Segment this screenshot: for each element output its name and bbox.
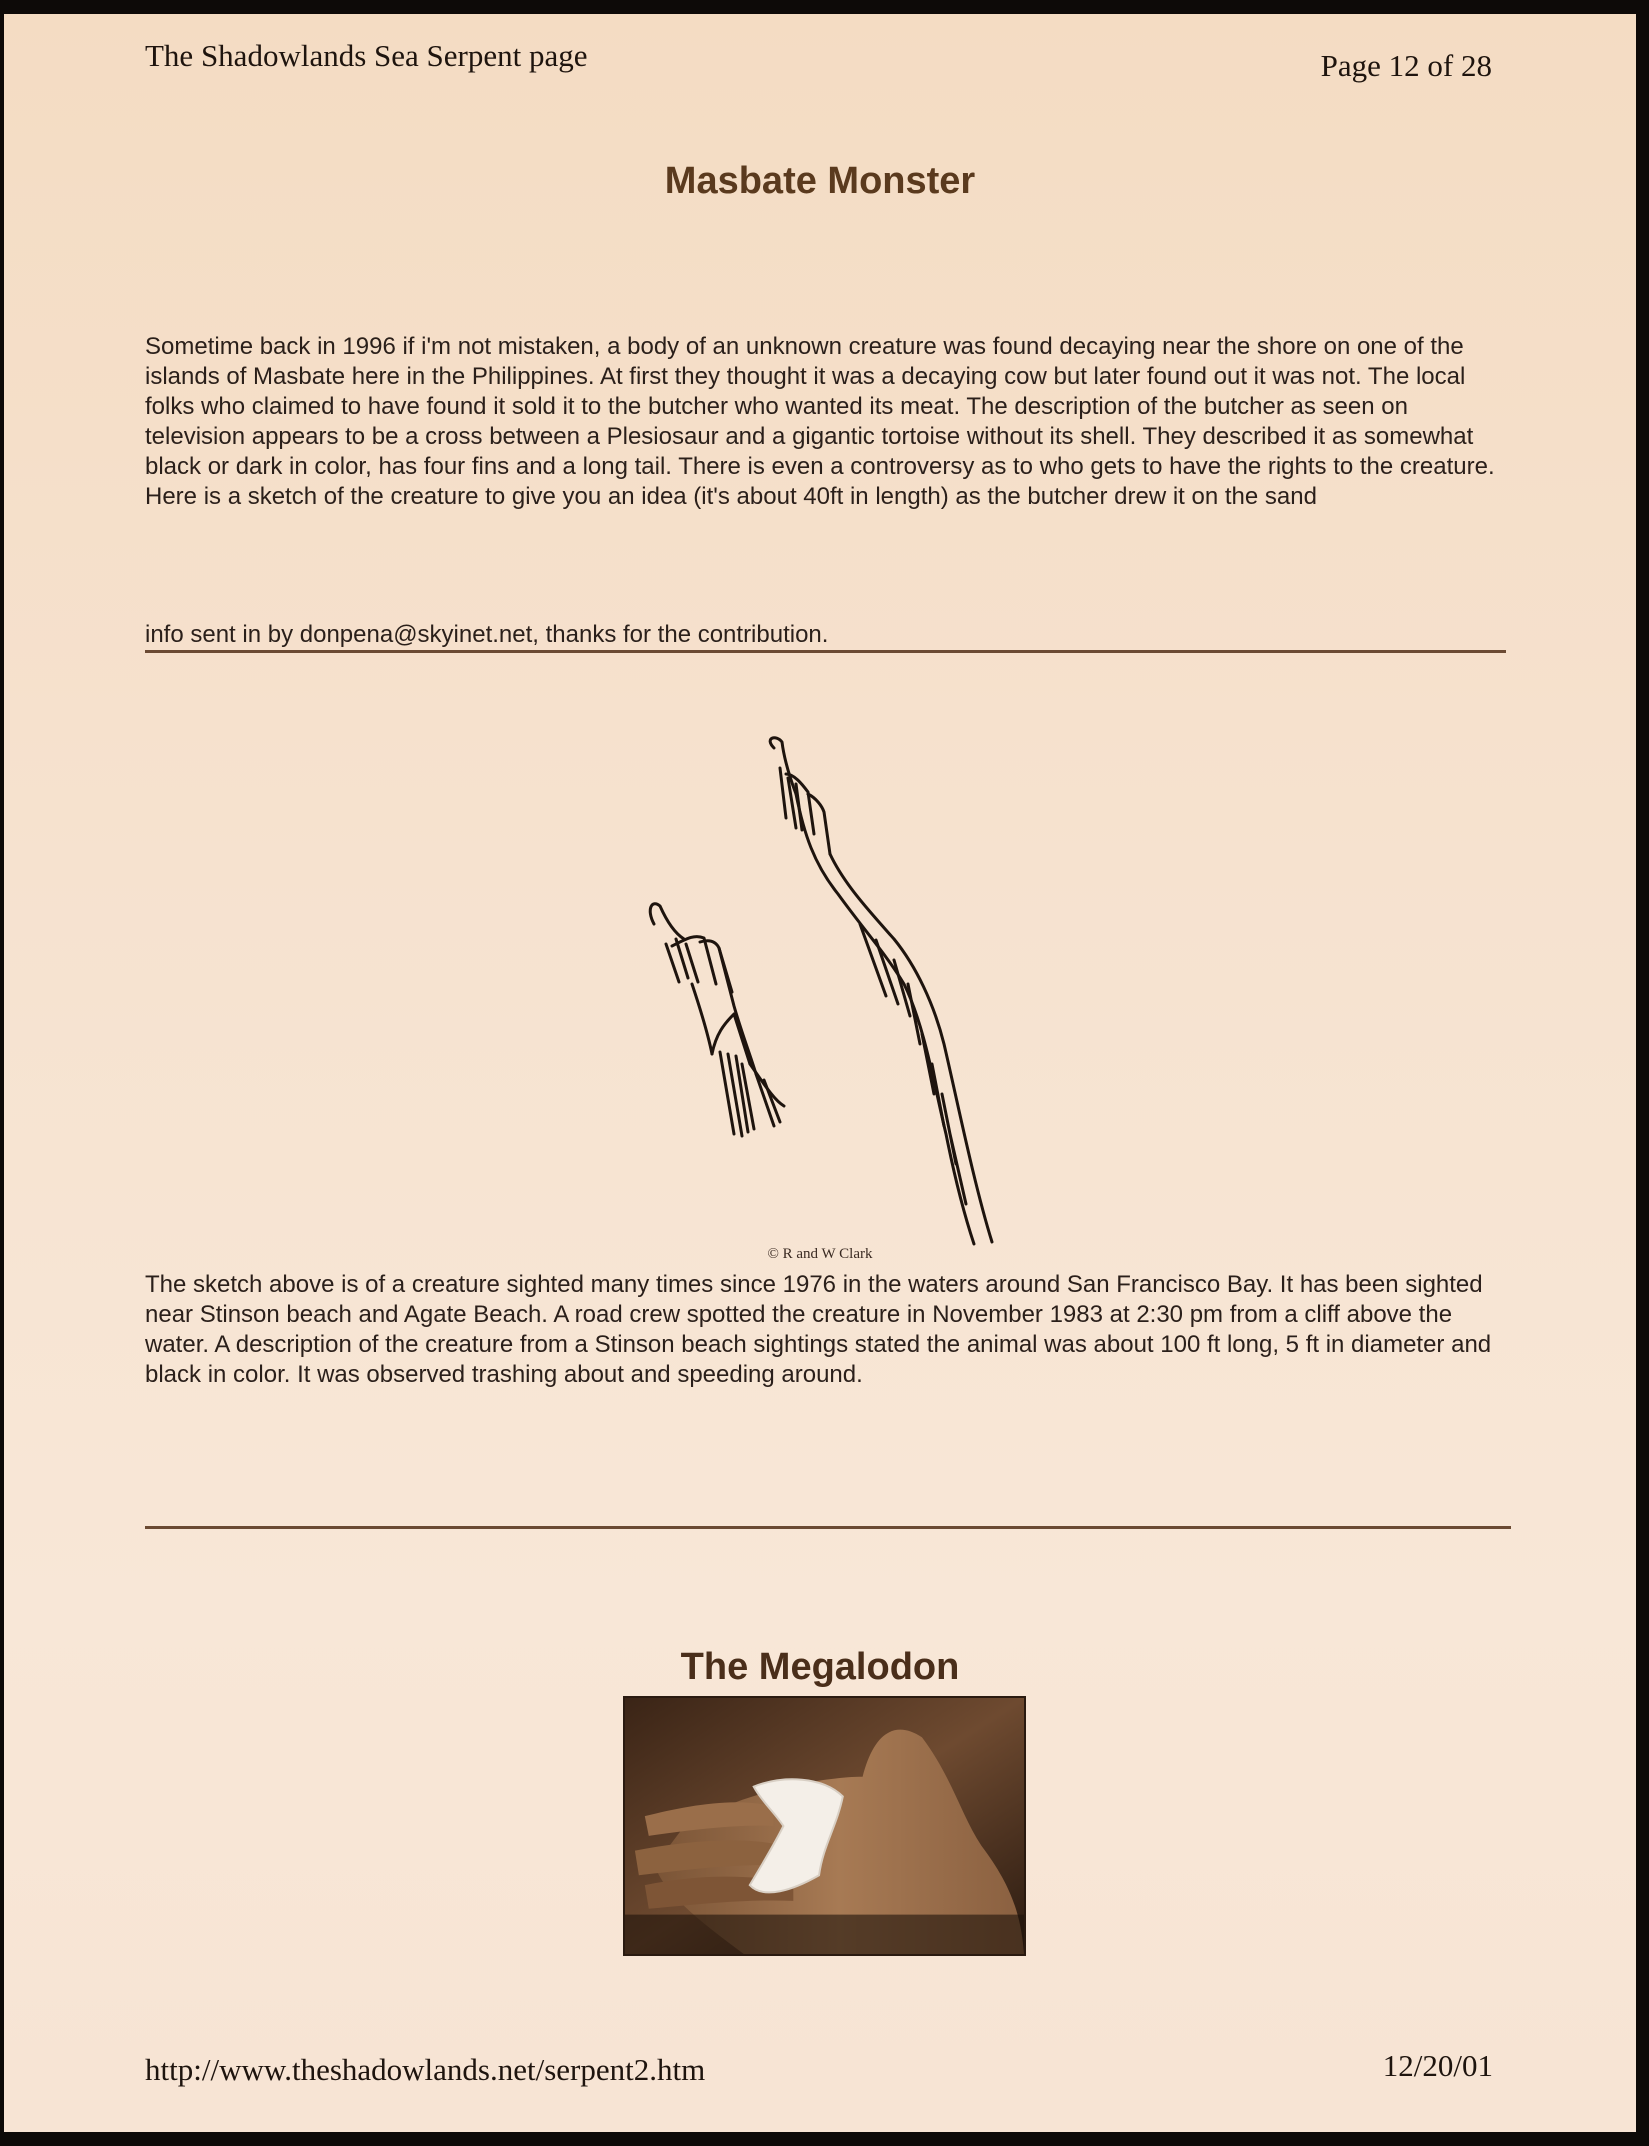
section-title-megalodon: The Megalodon xyxy=(680,1646,960,1688)
masbate-paragraph: Sometime back in 1996 if i'm not mistaken, a body of an unknown creature was found decaying near the shore on one of the islands of Masbate here in the Philippines. At first they thought it was a decaying cow but later found out it was not. The local folks who claimed to have found it sold it to the butcher who wanted its meat. The description of the butcher as seen on television appears to be a cross between a Plesiosaur and a gigantic tortoise without its shell. They described it as somewhat black or dark in color, has four fins and a long tail. There is even a controversy as to who gets to have the rights to the creature. Here is a sketch of the creature to give you an idea (it's about 40ft in length) as the butcher drew it on the sand xyxy=(145,333,1495,510)
footer-url: http://www.theshadowlands.net/serpent2.htm xyxy=(145,2052,706,2087)
san-francisco-paragraph: The sketch above is of a creature sighted many times since 1976 in the waters around San Francisco Bay. It has been sighted near Stinson beach and Agate Beach. A road crew spotted the creature in November 1983 at 2:30 pm from a cliff above the water. A description of the creature from a Stinson beach sightings stated the animal was about 100 ft long, 5 ft in diameter and black in color. It was observed trashing about and speeding around. xyxy=(145,1271,1492,1388)
contribution-credit: info sent in by donpena@skyinet.net, thanks for the contribution. xyxy=(145,621,829,648)
sketch-copyright: © R and W Clark xyxy=(767,1246,873,1262)
section-title-masbate: Masbate Monster xyxy=(664,160,976,202)
document-page xyxy=(4,14,1636,2132)
divider xyxy=(145,650,1506,653)
divider xyxy=(145,1526,1511,1529)
header-page-number: Page 12 of 28 xyxy=(1320,48,1492,83)
footer-date: 12/20/01 xyxy=(1382,2048,1493,2083)
sea-serpent-sketch xyxy=(624,734,1044,1254)
megalodon-tooth-photo xyxy=(623,1696,1026,1956)
header-site-title: The Shadowlands Sea Serpent page xyxy=(145,38,588,73)
